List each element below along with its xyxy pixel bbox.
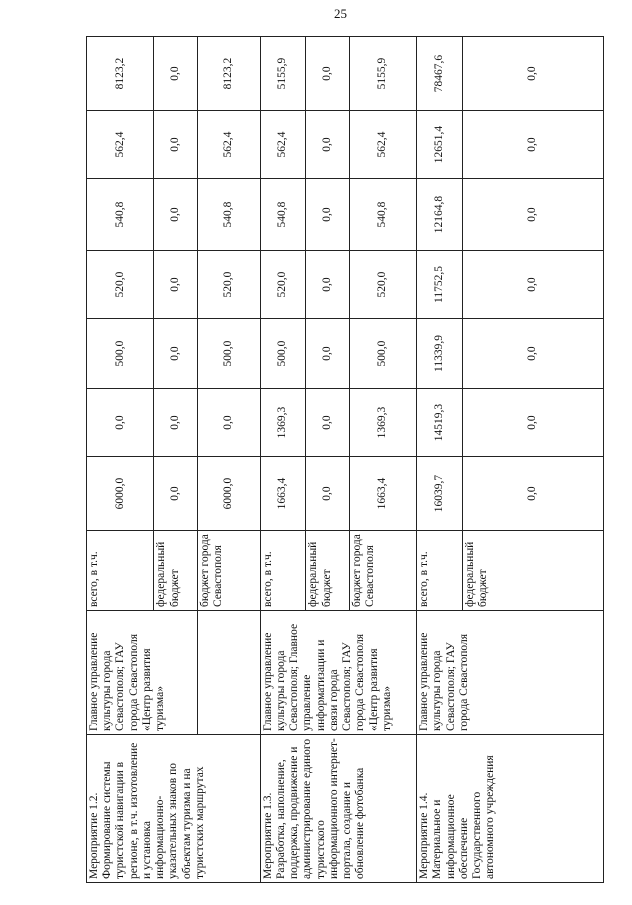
- value-cell: 11339,9: [417, 319, 463, 389]
- value-cell: 1369,3: [260, 389, 306, 457]
- value-cell: 0,0: [462, 251, 603, 319]
- source-cell: всего, в т.ч.: [260, 531, 306, 611]
- value-cell: 0,0: [462, 457, 603, 531]
- value-cell: 0,0: [306, 37, 349, 111]
- value-cell: 500,0: [260, 319, 306, 389]
- value-cell: 540,8: [197, 179, 260, 251]
- value-cell: 520,0: [87, 251, 154, 319]
- value-cell: 8123,2: [87, 37, 154, 111]
- source-cell: всего, в т.ч.: [417, 531, 463, 611]
- source-cell: бюджет города Севастополя: [349, 531, 416, 611]
- budget-table: [86, 36, 604, 883]
- value-cell: 562,4: [349, 111, 416, 179]
- value-cell: 0,0: [154, 319, 197, 389]
- value-cell: 12651,4: [417, 111, 463, 179]
- value-cell: 14519,3: [417, 389, 463, 457]
- table-row: [417, 37, 463, 883]
- executor-cell-empty: [197, 611, 260, 735]
- value-cell: 520,0: [197, 251, 260, 319]
- value-cell: 540,8: [260, 179, 306, 251]
- measure-cell: Мероприятие 1.3. Разработка, наполнение, поддержка, продвижение и администрирование единого туристского информационного интернет-портала, создание и обновление фотобанка: [260, 735, 416, 883]
- value-cell: 0,0: [154, 111, 197, 179]
- value-cell: 500,0: [87, 319, 154, 389]
- value-cell: 1663,4: [349, 457, 416, 531]
- value-cell: 0,0: [462, 179, 603, 251]
- value-cell: 16039,7: [417, 457, 463, 531]
- value-cell: 0,0: [306, 319, 349, 389]
- value-cell: 0,0: [87, 389, 154, 457]
- value-cell: 1369,3: [349, 389, 416, 457]
- value-cell: 0,0: [197, 389, 260, 457]
- value-cell: 562,4: [260, 111, 306, 179]
- value-cell: 5155,9: [260, 37, 306, 111]
- source-cell: федеральный бюджет: [154, 531, 197, 611]
- value-cell: 540,8: [87, 179, 154, 251]
- value-cell: 6000,0: [87, 457, 154, 531]
- table-row: [260, 37, 306, 883]
- value-cell: 78467,6: [417, 37, 463, 111]
- value-cell: 0,0: [306, 389, 349, 457]
- value-cell: 0,0: [306, 179, 349, 251]
- value-cell: 0,0: [462, 319, 603, 389]
- page-number: 25: [334, 6, 347, 21]
- value-cell: 0,0: [306, 457, 349, 531]
- value-cell: 11752,5: [417, 251, 463, 319]
- value-cell: 0,0: [306, 111, 349, 179]
- value-cell: 1663,4: [260, 457, 306, 531]
- value-cell: 500,0: [197, 319, 260, 389]
- source-cell: бюджет города Севастополя: [197, 531, 260, 611]
- measure-cell: Мероприятие 1.4. Материальное и информационное обеспечение Государственного автономного учреждения: [417, 735, 604, 883]
- value-cell: 562,4: [87, 111, 154, 179]
- value-cell: 12164,8: [417, 179, 463, 251]
- value-cell: 0,0: [154, 457, 197, 531]
- value-cell: 540,8: [349, 179, 416, 251]
- executor-cell: Главное управление культуры города Севастополя; ГАУ города Севастополя: [417, 611, 604, 735]
- value-cell: 5155,9: [349, 37, 416, 111]
- source-cell: всего, в т.ч.: [87, 531, 154, 611]
- value-cell: 0,0: [154, 251, 197, 319]
- value-cell: 0,0: [462, 37, 603, 111]
- value-cell: 8123,2: [197, 37, 260, 111]
- value-cell: 6000,0: [197, 457, 260, 531]
- source-cell: федеральный бюджет: [462, 531, 603, 611]
- value-cell: 520,0: [349, 251, 416, 319]
- executor-cell: Главное управление культуры города Севастополя; ГАУ города Севастополя «Центр развития туризма»: [87, 611, 198, 735]
- value-cell: 500,0: [349, 319, 416, 389]
- value-cell: 0,0: [154, 389, 197, 457]
- value-cell: 0,0: [154, 37, 197, 111]
- value-cell: 0,0: [462, 111, 603, 179]
- executor-cell: Главное управление культуры города Севастополя; Главное управление информатизации и связи города Севастополя; ГАУ города Севастополя «Центр развития туризма»: [260, 611, 416, 735]
- value-cell: 0,0: [154, 179, 197, 251]
- value-cell: 520,0: [260, 251, 306, 319]
- value-cell: 0,0: [462, 389, 603, 457]
- table-row: [87, 37, 154, 883]
- value-cell: 562,4: [197, 111, 260, 179]
- rotated-table-wrapper: [86, 37, 604, 883]
- measure-cell: Мероприятие 1.2. Формирование системы туристской навигации в регионе, в т.ч. изготовление и установка информационно-указательных знаков по объектам туризма и на туристских маршрутах: [87, 735, 261, 883]
- source-cell: федеральный бюджет: [306, 531, 349, 611]
- value-cell: 0,0: [306, 251, 349, 319]
